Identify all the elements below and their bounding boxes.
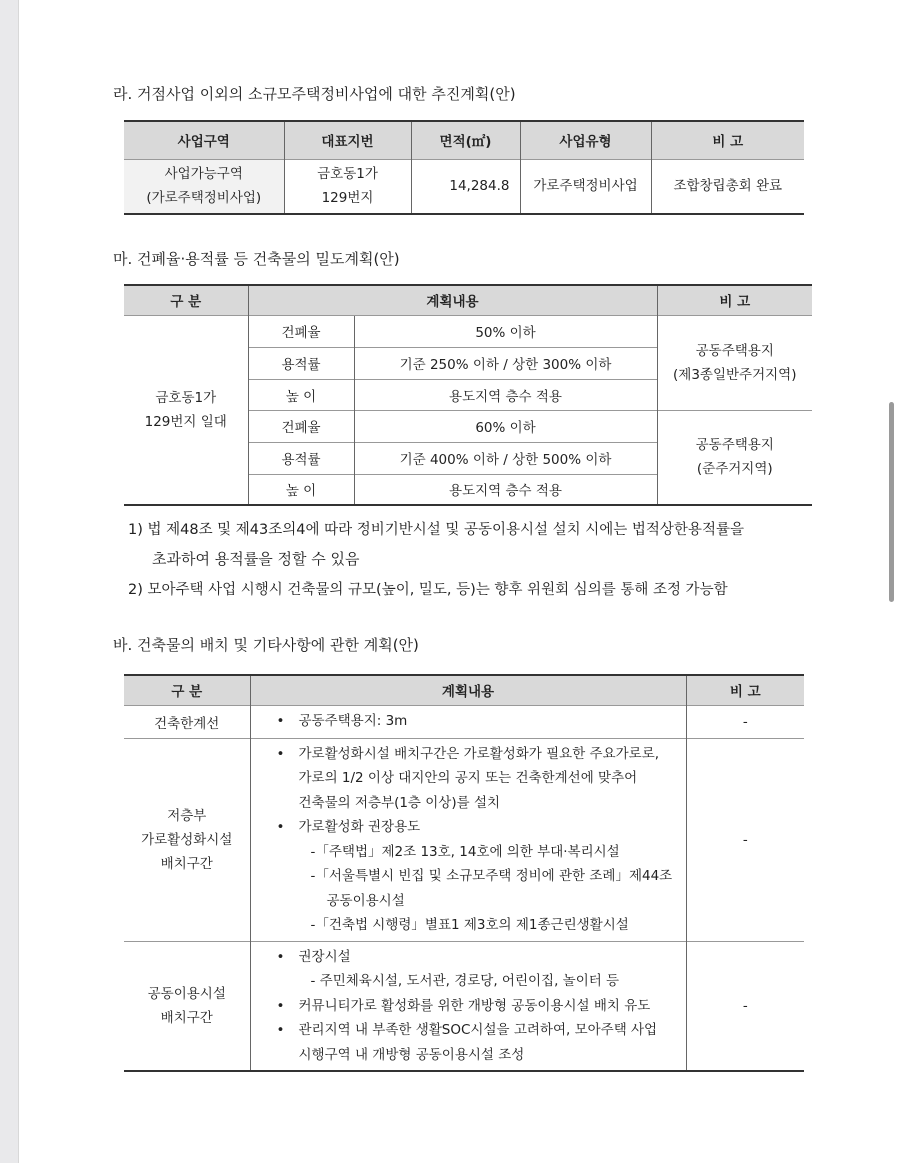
building-line-content <box>250 705 686 738</box>
col-header-plan: 계획내용 <box>250 675 686 705</box>
col-header-note: 비 고 <box>651 121 804 159</box>
page-left-margin <box>0 0 18 1163</box>
street-activation-line: 건축물의 저층부(1층 이상)를 설치 <box>298 794 501 811</box>
building-line-item: • 공동주택용지: 3m <box>299 709 686 734</box>
g2-far-value: 기준 400% 이하 / 상한 500% 이하 <box>354 442 657 474</box>
g2-height-value: 용도지역 층수 적용 <box>354 474 657 505</box>
project-table <box>124 120 804 215</box>
shared-facility-line: • 커뮤니티가로 활성화를 위한 개방형 공동이용시설 배치 유도 <box>299 994 686 1019</box>
shared-facility-line: • 관리지역 내 부족한 생활SOC시설을 고려하여, 모아주택 사업 <box>299 1018 686 1043</box>
street-activation-line: -「주택법」제2조 13호, 14호에 의한 부대·복리시설 <box>310 843 620 860</box>
g1-coverage-label: 건폐율 <box>248 315 354 347</box>
layout-table <box>124 674 804 1072</box>
building-line-label: 건축한계선 <box>124 705 250 738</box>
scrollbar-thumb[interactable] <box>889 402 894 602</box>
street-activation-content <box>250 738 686 941</box>
shared-facility-line: 시행구역 내 개방형 공동이용시설 조성 <box>298 1046 525 1063</box>
building-line-note: - <box>686 705 804 738</box>
street-activation-line: -「서울특별시 빈집 및 소규모주택 정비에 관한 조례」제44조 <box>310 868 673 884</box>
col-header-category: 구 분 <box>124 675 250 705</box>
remark-cell: 조합창립총회 완료 <box>651 159 804 214</box>
note-2: 2) 모아주택 사업 시행시 건축물의 규모(높이, 밀도, 등)는 향후 위원회 심의를 통해 조정 가능함 <box>128 582 728 598</box>
g1-far-label: 용적률 <box>248 347 354 379</box>
shared-facility-line: • 권장시설 <box>299 945 686 970</box>
density-table <box>124 284 812 506</box>
area-cell: 14,284.8 <box>411 159 520 214</box>
street-activation-line: • 가로활성화시설 배치구간은 가로활성화가 필요한 주요가로로, <box>299 742 686 767</box>
section-ba-heading: 바. 건축물의 배치 및 기타사항에 관한 계획(안) <box>113 636 419 654</box>
g1-far-value: 기준 250% 이하 / 상한 300% 이하 <box>354 347 657 379</box>
g2-far-label: 용적률 <box>248 442 354 474</box>
location-cell: 금호동1가 129번지 일대 <box>124 315 248 505</box>
col-header-zone: 사업구역 <box>124 121 284 159</box>
col-header-category: 구 분 <box>124 285 248 315</box>
street-activation-note: - <box>686 738 804 941</box>
section-ma-heading: 마. 건폐율·용적률 등 건축물의 밀도계획(안) <box>113 250 400 268</box>
section-ra-heading: 라. 거점사업 이외의 소규모주택정비사업에 대한 추진계획(안) <box>113 85 516 103</box>
g2-height-label: 높 이 <box>248 474 354 505</box>
shared-facility-note: - <box>686 941 804 1071</box>
page-edge-divider <box>18 0 19 1163</box>
note-1-line-2: 초과하여 용적률을 정할 수 있음 <box>152 550 360 568</box>
g2-coverage-label: 건폐율 <box>248 410 354 442</box>
col-header-note: 비 고 <box>686 675 804 705</box>
street-activation-line: -「건축법 시행령」별표1 제3호의 제1종근린생활시설 <box>310 917 629 933</box>
lot-cell: 금호동1가 129번지 <box>284 159 411 214</box>
shared-facility-label: 공동이용시설 배치구간 <box>124 941 250 1071</box>
shared-facility-content <box>250 941 686 1071</box>
col-header-plan: 계획내용 <box>248 285 657 315</box>
g1-coverage-value: 50% 이하 <box>354 315 657 347</box>
g1-height-label: 높 이 <box>248 379 354 410</box>
col-header-lot: 대표지번 <box>284 121 411 159</box>
g1-height-value: 용도지역 층수 적용 <box>354 379 657 410</box>
street-activation-line: 공동이용시설 <box>326 892 405 909</box>
note-1-line-1: 1) 법 제48조 및 제43조의4에 따라 정비기반시설 및 공동이용시설 설치 시에는 법적상한용적률을 <box>128 522 744 538</box>
g1-note-cell: 공동주택용지 (제3종일반주거지역) <box>657 315 812 410</box>
street-activation-line: 가로의 1/2 이상 대지안의 공지 또는 건축한계선에 맞추어 <box>298 770 638 786</box>
type-cell: 가로주택정비사업 <box>520 159 651 214</box>
col-header-area: 면적(㎡) <box>411 121 520 159</box>
street-activation-line: • 가로활성화 권장용도 <box>299 815 686 840</box>
zone-cell: 사업가능구역 (가로주택정비사업) <box>124 159 284 214</box>
street-activation-label: 저층부 가로활성화시설 배치구간 <box>124 738 250 941</box>
col-header-type: 사업유형 <box>520 121 651 159</box>
g2-note-cell: 공동주택용지 (준주거지역) <box>657 410 812 505</box>
g2-coverage-value: 60% 이하 <box>354 410 657 442</box>
shared-facility-line: - 주민체육시설, 도서관, 경로당, 어린이집, 놀이터 등 <box>310 973 620 989</box>
col-header-note: 비 고 <box>657 285 812 315</box>
